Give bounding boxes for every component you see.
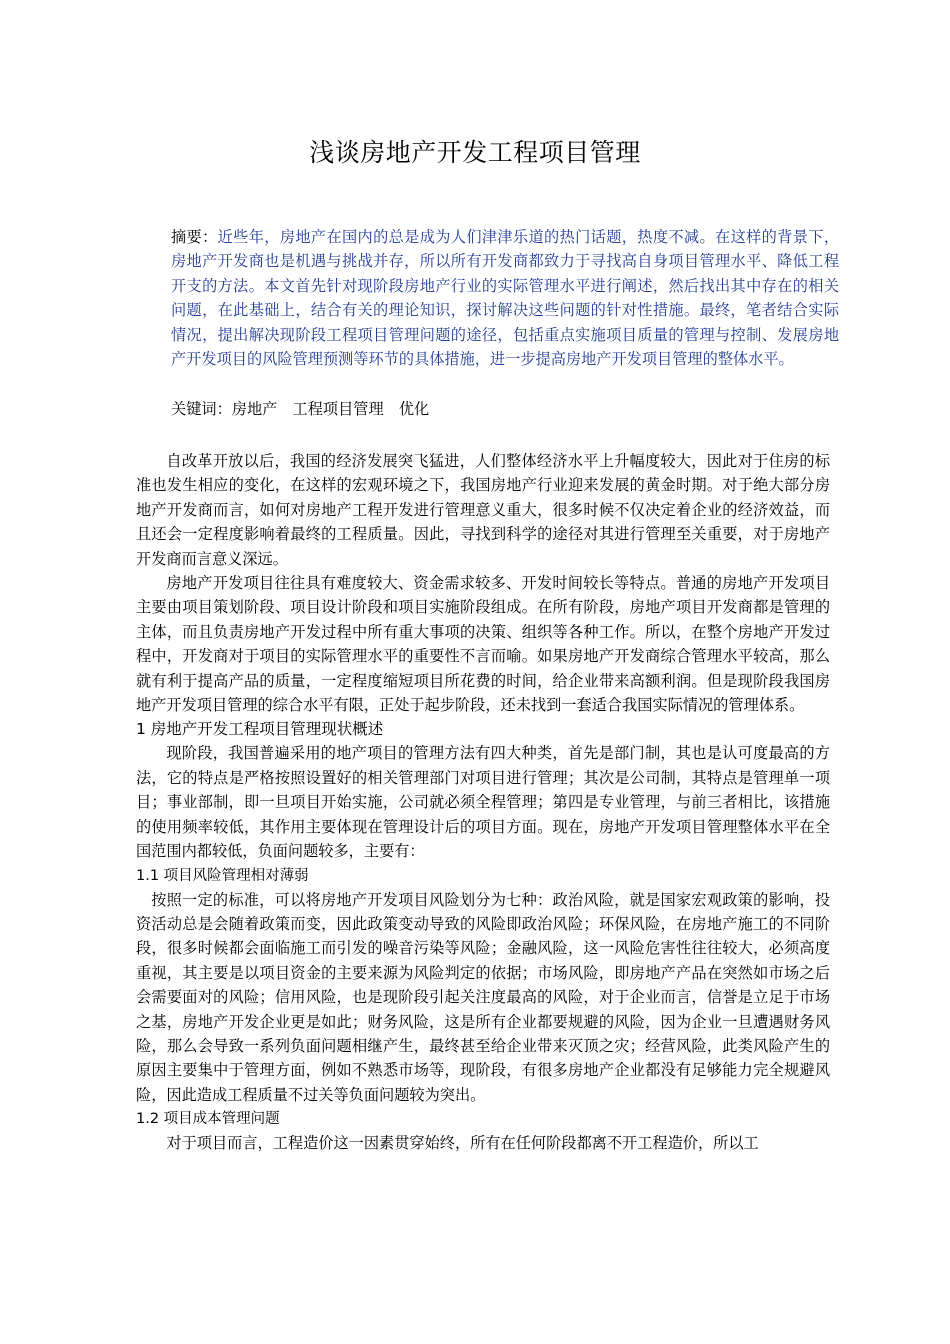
section-1-1-heading: 1.1 项目风险管理相对薄弱 xyxy=(136,867,309,884)
intro-paragraph-1: 自改革开放以后，我国的经济发展突飞猛进，人们整体经济水平上升幅度较大，因此对于住房的标准也发生相应的变化，在这样的宏观环境之下，我国房地产行业迎来发展的黄金时期。对于绝大部分房地产开发商而言，如何对房地产工程开发进行管理意义重大，很多时候不仅决定着企业的经济效益，而且还会一定程度影响着最终的工程质量。因此，寻找到科学的途径对其进行管理至关重要，对于房地产开发商而言意义深远。 xyxy=(136,452,830,568)
section-1-paragraph: 现阶段，我国普遍采用的地产项目的管理方法有四大种类，首先是部门制，其也是认可度最高的方法，它的特点是严格按照设置好的相关管理部门对项目进行管理；其次是公司制，其特点是管理单一项目；事业部制，即一旦项目开始实施，公司就必须全程管理；第四是专业管理，与前三者相比，该措施的使用频率较低，其作用主要体现在管理设计后的项目方面。现在，房地产开发项目管理整体水平在全国范围内都较低，负面问题较多，主要有： xyxy=(136,744,830,861)
intro-paragraph-2: 房地产开发项目往往具有难度较大、资金需求较多、开发时间较长等特点。普通的房地产开发项目主要由项目策划阶段、项目设计阶段和项目实施阶段组成。在所有阶段，房地产项目开发商都是管理的主体，而且负责房地产开发过程中所有重大事项的决策、组织等各种工作。所以，在整个房地产开发过程中，开发商对于项目的实际管理水平的重要性不言而喻。如果房地产开发商综合管理水平较高，那么就有利于提高产品的质量，一定程度缩短项目所花费的时间，给企业带来高额利润。但是现阶段我国房地产开发项目管理的综合水平有限，正处于起步阶段，还未找到一套适合我国实际情况的管理体系。 xyxy=(136,574,830,715)
abstract-text: 近些年，房地产在国内的总是成为人们津津乐道的热门话题，热度不减。在这样的背景下，房地产开发商也是机遇与挑战并存，所以所有开发商都致力于寻找高自身项目管理水平、降低工程开支的方法。本文首先针对现阶段房地产行业的实际管理水平进行阐述，然后找出其中存在的相关问题，在此基础上，结合有关的理论知识，探讨解决这些问题的针对性措施。最终，笔者结合实际情况，提出解决现阶段工程项目管理问题的途径，包括重点实施项目质量的管理与控制、发展房地产开发项目的风险管理预测等环节的具体措施，进一步提高房地产开发项目管理的整体水平。 xyxy=(171,228,840,369)
section-1-2-paragraph: 对于项目而言，工程造价这一因素贯穿始终，所有在任何阶段都离不开工程造价，所以工 xyxy=(166,1134,759,1153)
keywords: 关键词：房地产 工程项目管理 优化 xyxy=(171,400,430,418)
section-1-heading: 1 房地产开发工程项目管理现状概述 xyxy=(136,720,384,739)
abstract-label: 摘要： xyxy=(171,228,218,246)
page-title: 浅谈房地产开发工程项目管理 xyxy=(309,138,641,167)
abstract xyxy=(171,225,839,371)
section-1-2-heading: 1.2 项目成本管理问题 xyxy=(136,1111,280,1128)
section-1-1-paragraph: 按照一定的标准，可以将房地产开发项目风险划分为七种：政治风险，就是国家宏观政策的影响，投资活动总是会随着政策而变，因此政策变动导致的风险即政治风险；环保风险，在房地产施工的不同阶段，很多时候都会面临施工而引发的噪音污染等风险；金融风险，这一风险危害性往往较大，必须高度重视，其主要是以项目资金的主要来源为风险判定的依据；市场风险，即房地产产品在突然如市场之后会需要面对的风险；信用风险，也是现阶段引起关注度最高的风险，对于企业而言，信誉是立足于市场之基，房地产开发企业更是如此；财务风险，这是所有企业都要规避的风险，因为企业一旦遭遇财务风险，那么会导致一系列负面问题相继产生，最终甚至给企业带来灭顶之灾；经营风险，此类风险产生的原因主要集中于管理方面，例如不熟悉市场等，现阶段，有很多房地产企业都没有足够能力完全规避风险，因此造成工程质量不过关等负面问题较为突出。 xyxy=(136,890,830,1104)
body-text xyxy=(136,449,830,1156)
